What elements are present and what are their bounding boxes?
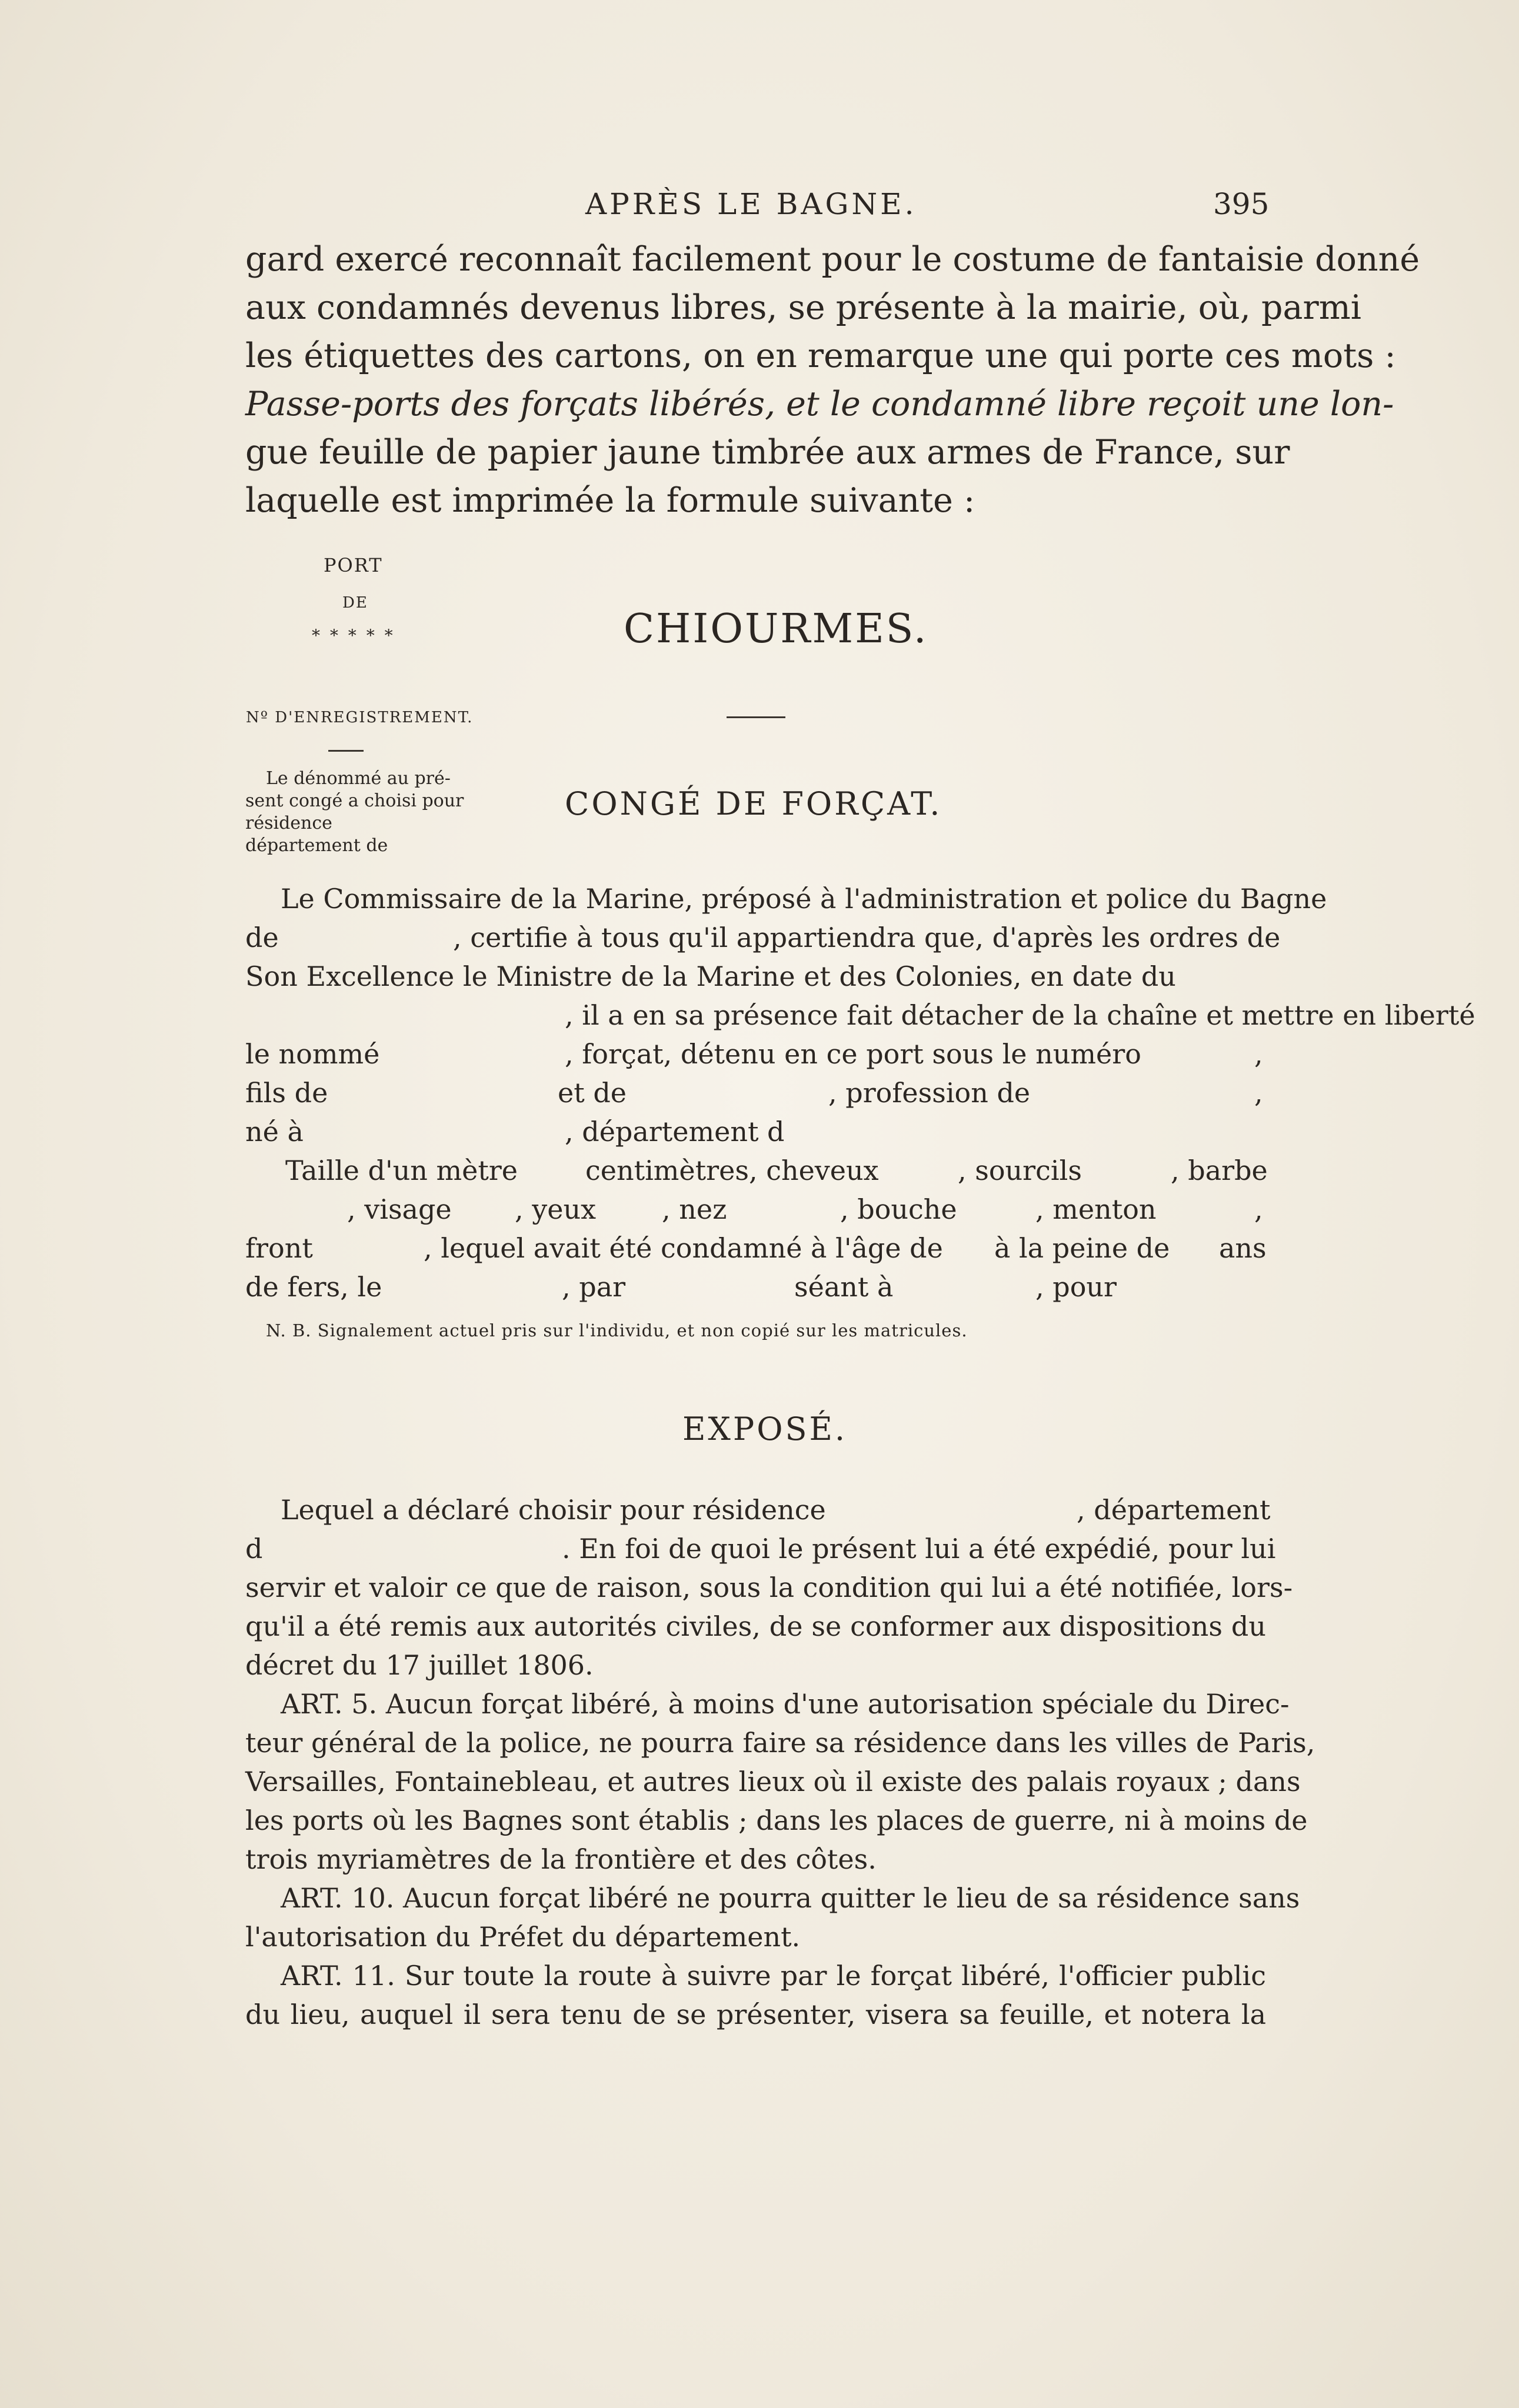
- expose-word: d: [245, 1533, 263, 1565]
- form-word: de: [245, 922, 279, 953]
- form-word: centimètres, cheveux: [585, 1155, 879, 1186]
- form-word: , profession de: [828, 1077, 1031, 1109]
- form-word: et de: [558, 1077, 627, 1109]
- expose-line: qu'il a été remis aux autorités civiles, de se conformer aux dispositions du: [245, 1610, 1266, 1642]
- form-word: séant à: [794, 1271, 894, 1303]
- form-word: né à: [245, 1116, 304, 1148]
- expose-word: Lequel a déclaré choisir pour résidence: [281, 1494, 826, 1526]
- form-word: ,: [1254, 1077, 1263, 1109]
- form-de: DE: [342, 594, 368, 612]
- form-word: , yeux: [515, 1193, 597, 1225]
- form-word: ans: [1219, 1232, 1267, 1264]
- form-word: Taille d'un mètre: [285, 1155, 518, 1186]
- form-word: , certifie à tous qu'il appartiendra que, d'après les ordres de: [453, 922, 1281, 953]
- article-line: l'autorisation du Préfet du département.: [245, 1921, 801, 1953]
- intro-line: les étiquettes des cartons, on en remarque une qui porte ces mots :: [245, 336, 1396, 375]
- form-word: , sourcils: [958, 1155, 1082, 1186]
- form-word: , forçat, détenu en ce port sous le numéro: [565, 1038, 1141, 1070]
- intro-line: laquelle est imprimée la formule suivante :: [245, 481, 975, 520]
- expose-word: . En foi de quoi le présent lui a été expédié, pour lui: [562, 1533, 1276, 1565]
- form-word: , barbe: [1171, 1155, 1268, 1186]
- form-word: , nez: [662, 1193, 727, 1225]
- form-word: , par: [562, 1271, 626, 1303]
- expose-line: servir et valoir ce que de raison, sous la condition qui lui a été notifiée, lors-: [245, 1572, 1293, 1603]
- form-chiourmes: CHIOURMES.: [624, 606, 928, 652]
- form-word: , bouche: [840, 1193, 957, 1225]
- side-note-line: Le dénommé au pré-: [266, 768, 451, 789]
- rule: [328, 750, 364, 752]
- page-number: 395: [1213, 187, 1270, 221]
- intro-line: gard exercé reconnaît facilement pour le costume de fantaisie donné: [245, 240, 1420, 279]
- article-line: teur général de la police, ne pourra faire sa résidence dans les villes de Paris,: [245, 1727, 1315, 1759]
- form-word: , visage: [347, 1193, 452, 1225]
- form-line: , il a en sa présence fait détacher de la chaîne et mettre en liberté: [565, 999, 1475, 1031]
- side-note-line: sent congé a choisi pour: [245, 791, 464, 811]
- rule: [727, 716, 785, 718]
- expose-title: EXPOSÉ.: [682, 1410, 848, 1448]
- form-word: ,: [1254, 1193, 1263, 1225]
- form-stars: * * * * *: [312, 626, 395, 645]
- article-line: ART. 10. Aucun forçat libéré ne pourra quitter le lieu de sa résidence sans: [281, 1882, 1300, 1914]
- expose-word: , département: [1077, 1494, 1271, 1526]
- form-line: Son Excellence le Ministre de la Marine et des Colonies, en date du: [245, 960, 1176, 992]
- article-line: ART. 5. Aucun forçat libéré, à moins d'une autorisation spéciale du Direc-: [281, 1688, 1290, 1720]
- form-line: Le Commissaire de la Marine, préposé à l'administration et police du Bagne: [281, 883, 1327, 915]
- running-title: APRÈS LE BAGNE.: [585, 187, 917, 221]
- form-word: fils de: [245, 1077, 328, 1109]
- form-word: , menton: [1035, 1193, 1157, 1225]
- article-line: ART. 11. Sur toute la route à suivre par le forçat libéré, l'officier public: [281, 1960, 1266, 1992]
- form-word: , lequel avait été condamné à l'âge de: [424, 1232, 943, 1264]
- intro-line: Passe-ports des forçats libérés, et le condamné libre reçoit une lon-: [245, 385, 1394, 423]
- nb-note: N. B. Signalement actuel pris sur l'individu, et non copié sur les matricules.: [266, 1320, 968, 1340]
- article-line: trois myriamètres de la frontière et des côtes.: [245, 1843, 877, 1875]
- form-word: ,: [1254, 1038, 1263, 1070]
- form-enregistrement: Nº D'ENREGISTREMENT.: [246, 709, 474, 726]
- intro-line: aux condamnés devenus libres, se présente à la mairie, où, parmi: [245, 288, 1362, 327]
- form-word: à la peine de: [994, 1232, 1170, 1264]
- form-word: , pour: [1035, 1271, 1117, 1303]
- article-line: les ports où les Bagnes sont établis ; dans les places de guerre, ni à moins de: [245, 1805, 1308, 1836]
- article-line: Versailles, Fontainebleau, et autres lieux où il existe des palais royaux ; dans: [245, 1766, 1301, 1797]
- side-note-line: département de: [245, 835, 388, 856]
- form-word: le nommé: [245, 1038, 380, 1070]
- form-word: de fers, le: [245, 1271, 382, 1303]
- intro-line: gue feuille de papier jaune timbrée aux armes de France, sur: [245, 433, 1290, 472]
- side-note-line: résidence: [245, 813, 332, 833]
- form-word: , département d: [565, 1116, 785, 1148]
- article-line: du lieu, auquel il sera tenu de se présenter, visera sa feuille, et notera la: [245, 1999, 1266, 2030]
- form-word: front: [245, 1232, 313, 1264]
- form-port: PORT: [324, 554, 383, 576]
- conge-title: CONGÉ DE FORÇAT.: [565, 785, 942, 822]
- expose-line: décret du 17 juillet 1806.: [245, 1649, 594, 1681]
